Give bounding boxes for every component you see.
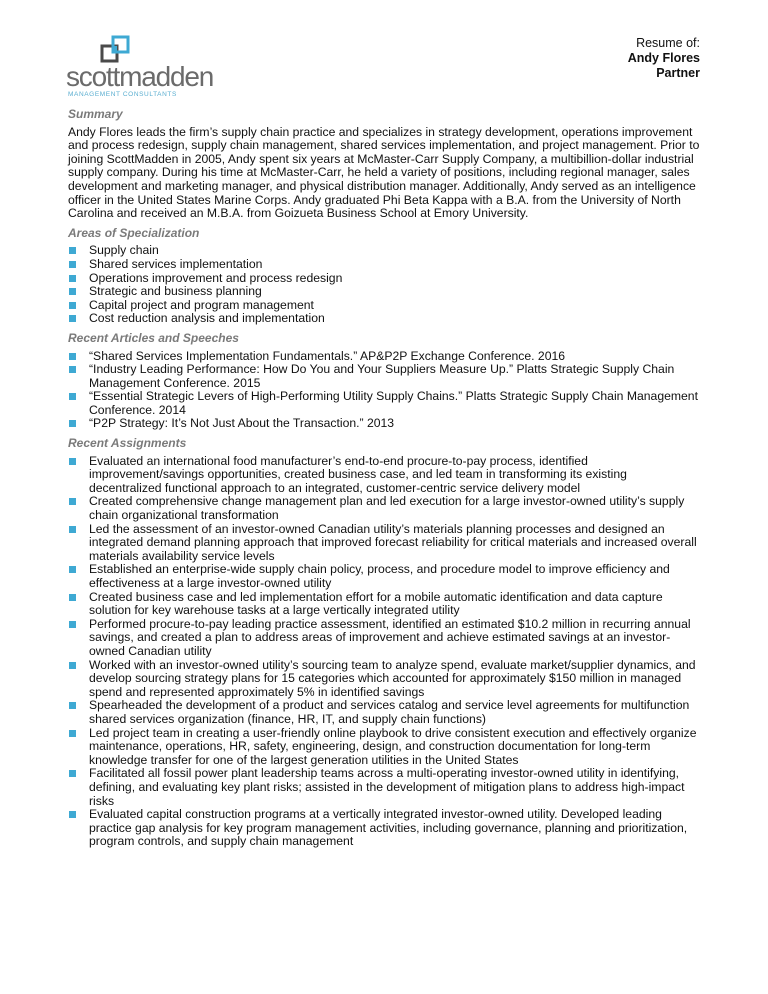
bullet-square-icon [69,811,76,818]
list-item [68,417,700,431]
bullet-square-icon [69,288,76,295]
list-item [68,699,700,726]
resume-header [628,36,700,81]
bullet-square-icon [69,261,76,268]
bullet-square-icon [69,526,76,533]
bullet-square-icon [69,702,76,709]
list-item [68,350,700,364]
summary-heading: Summary [68,107,123,121]
assignments-list [68,455,700,849]
list-item-text: Created business case and led implementation effort for a mobile automatic identification and data capture solution for key warehouse tasks at a large vertically integrated utility [89,589,663,618]
list-item-text: Performed procure-to-pay leading practice assessment, identified an estimated $10.2 million in recurring annual savings, and created a plan to address areas of improvement and achieve estimated savings at an investor-owned Canadian utility [89,616,691,658]
list-item-text: “Essential Strategic Levers of High-Performing Utility Supply Chains.” Platts Strategic Supply Chain Management Conference. 2014 [89,389,698,417]
list-item-text: Established an enterprise-wide supply chain policy, process, and procedure model to improve efficiency and effectiveness at a large investor-owned utility [89,562,670,590]
list-item-text: Evaluated an international food manufacturer’s end-to-end procure-to-pay process, identified improvement/savings opportunities, created business case, and led team in transforming its existing decentralized functional approach to an integrated, customer-centric service delivery model [89,453,627,495]
assignments-heading: Recent Assignments [68,436,187,451]
bullet-square-icon [69,662,76,669]
list-item [68,455,700,496]
articles-heading: Recent Articles and Speeches [68,330,239,345]
list-item-text: “Industry Leading Performance: How Do You and Your Suppliers Measure Up.” Platts Strategic Supply Chain Management Conference. 2015 [89,362,675,390]
bullet-square-icon [69,353,76,360]
list-item [68,523,700,564]
bullet-square-icon [69,458,76,465]
articles-list [68,350,700,432]
list-item [68,258,700,272]
bullet-square-icon [69,566,76,573]
list-item [68,591,700,618]
bullet-square-icon [69,770,76,777]
logo-wordmark-scott: scott [66,61,120,92]
list-item [68,808,700,849]
list-item-text: Shared services implementation [89,256,263,271]
bullet-square-icon [69,275,76,282]
list-item [68,244,700,258]
logo-tagline: MANAGEMENT CONSULTANTS [68,91,177,98]
bullet-square-icon [69,498,76,505]
list-item [68,495,700,522]
bullet-square-icon [69,621,76,628]
list-item [68,299,700,313]
list-item [68,390,700,417]
list-item [68,618,700,659]
list-item-text: Created comprehensive change management plan and led execution for a large investor-owned utility’s supply chain organizational transformation [89,494,685,523]
person-title: Partner [656,66,700,80]
summary-text: Andy Flores leads the firm’s supply chain practice and specializes in strategy development, operations improvement and process redesign, supply chain management, shared services implementation, and project management. Prior to joining ScottMadden in 2005, Andy spent six years at McMaster-Carr Supply Company, a multibillion-dollar industrial supply company. During his time at McMaster-Carr, he held a variety of positions, including regional manager, sales development and marketing manager, and physical distribution manager. Additionally, Andy served as an intelligence officer in the United States Marine Corps. Andy graduated Phi Beta Kappa with a B.A. from the University of North Carolina and received an M.B.A. from Goizueta Business School at Emory University. [68,124,700,221]
bullet-square-icon [69,730,76,737]
list-item-text: Led the assessment of an investor-owned Canadian utility’s materials planning processes and designed an integrated demand planning approach that improved forecast reliability for critical materials and increased overall materials availability service levels [89,521,697,563]
list-item [68,727,700,768]
list-item-text: “Shared Services Implementation Fundamentals.” AP&P2P Exchange Conference. 2016 [89,348,566,363]
list-item-text: Capital project and program management [89,297,314,312]
specialization-heading: Areas of Specialization [68,225,200,240]
bullet-square-icon [69,302,76,309]
bullet-square-icon [69,594,76,601]
list-item-text: “P2P Strategy: It’s Not Just About the Transaction.” 2013 [89,416,395,431]
list-item [68,563,700,590]
list-item [68,767,700,808]
specialization-list [68,244,700,326]
list-item-text: Worked with an investor-owned utility’s sourcing team to analyze spend, evaluate market/supplier dynamics, and develop sourcing strategy plans for 15 categories which accounted for approximately $150 million in managed spend and represented approximately 5% in identified savings [89,657,696,699]
list-item-text: Led project team in creating a user-friendly online playbook to drive consistent execution and effectively organize maintenance, operations, HR, safety, engineering, design, and construction documentation for long-term knowledge transfer for one of the largest generation utilities in the United States [89,725,697,767]
list-item-text: Spearheaded the development of a product and services catalog and service level agreements for multifunction shared services organization (finance, HR, IT, and supply chain functions) [89,698,690,726]
list-item-text: Facilitated all fossil power plant leadership teams across a multi-operating investor-owned utility in identifying, defining, and evaluating key plant risks; assisted in the development of mitigation plans to address high-impact risks [89,766,685,808]
scottmadden-logo [66,32,216,96]
list-item [68,312,700,326]
resume-of-label: Resume of: [636,36,700,50]
list-item [68,659,700,700]
person-name: Andy Flores [627,51,700,65]
list-item-text: Evaluated capital construction programs at a vertically integrated investor-owned utility. Developed leading practice gap analysis for key program management activities, including governance, planning and prioritization, program controls, and supply chain management [89,807,688,849]
resume-body [68,108,700,854]
bullet-square-icon [69,247,76,254]
logo-wordmark-madden: madden [119,61,214,92]
list-item-text: Supply chain [89,243,159,258]
bullet-square-icon [69,393,76,400]
list-item-text: Operations improvement and process redesign [89,270,343,285]
list-item [68,363,700,390]
list-item [68,272,700,286]
list-item-text: Cost reduction analysis and implementation [89,311,325,326]
bullet-square-icon [69,366,76,373]
bullet-square-icon [69,420,76,427]
logo-wordmark [66,61,213,93]
bullet-square-icon [69,315,76,322]
list-item-text: Strategic and business planning [89,284,262,299]
list-item [68,285,700,299]
